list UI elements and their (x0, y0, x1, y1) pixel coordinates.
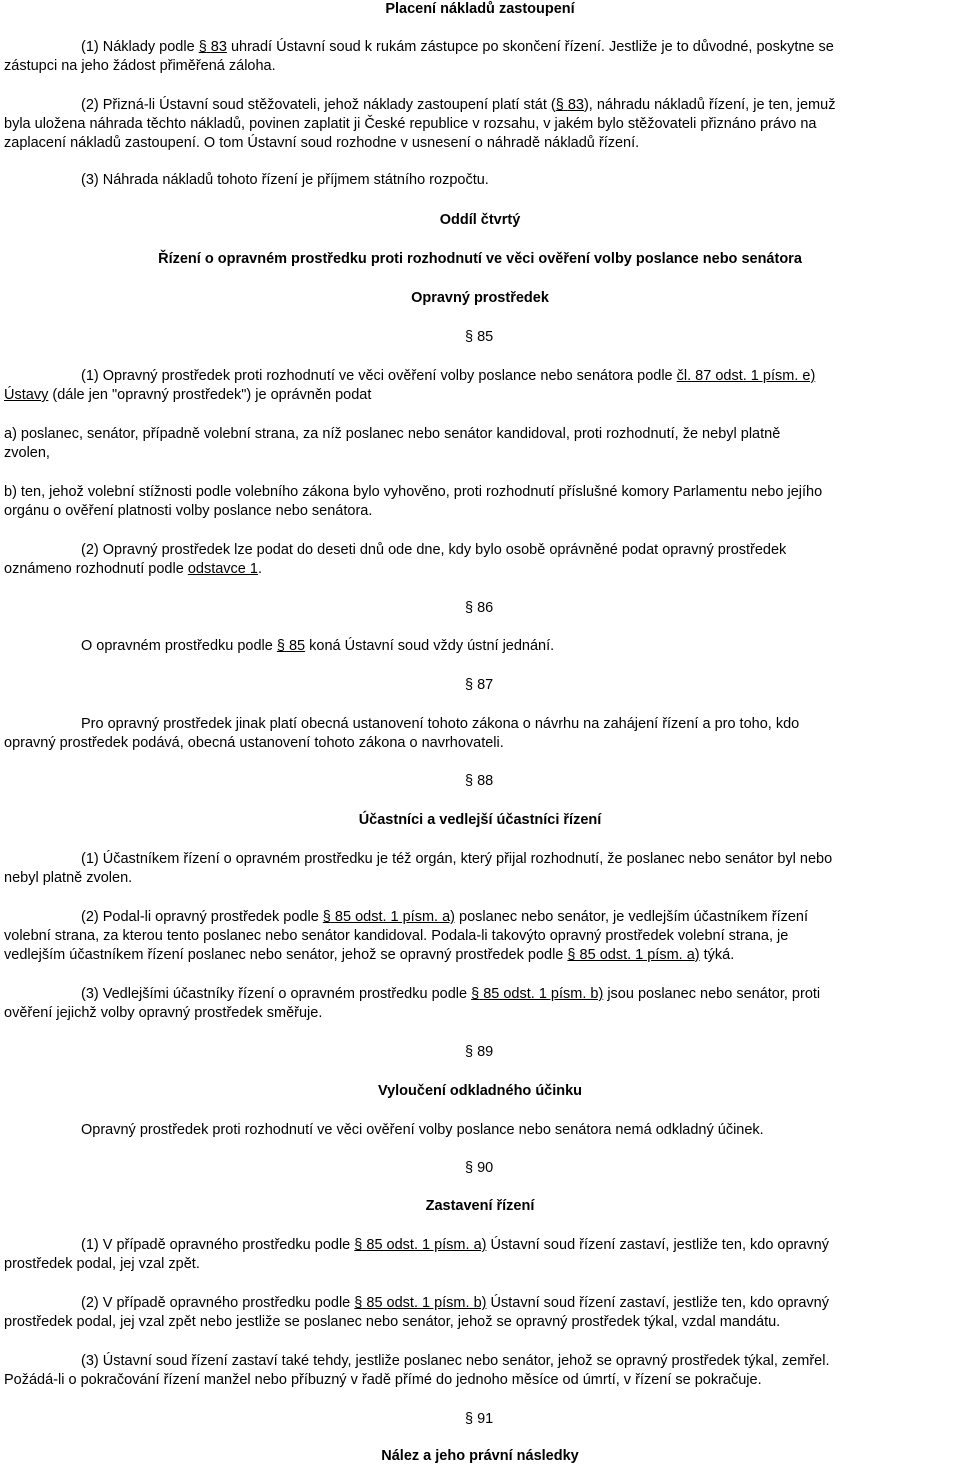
ref-85-1-a[interactable]: § 85 odst. 1 písm. a) (322, 909, 455, 925)
s85-a-line1: a) poslanec, senátor, případně volební strana, za níž poslanec nebo senátor kandidoval, proti rozhodnutí, že nebyl platně (4, 426, 781, 442)
s91-heading: Nález a jeho právní následky (381, 1448, 579, 1464)
ref-ustava-87[interactable]: čl. 87 odst. 1 písm. e) (676, 368, 816, 384)
s90-p2-line1: (2) V případě opravného prostředku podle § 85 odst. 1 písm. b) Ústavní soud řízení zastaví, jestliže ten, kdo opravný (81, 1295, 829, 1311)
ref-paragraph-85[interactable]: § 85 (276, 638, 306, 654)
section-85-number: § 85 (465, 329, 494, 345)
ref-paragraph-83[interactable]: § 83 (198, 39, 227, 55)
ref-85-1-a-2[interactable]: § 85 odst. 1 písm. a) (567, 947, 700, 963)
s88-p3-line2: ověření jejichž volby opravný prostředek směřuje. (4, 1005, 323, 1021)
placeni-p2-line1: (2) Přizná-li Ústavní soud stěžovateli, jehož náklady zastoupení platí stát (§ 83), náhradu nákladů řízení, je ten, jemuž (81, 97, 836, 113)
s88-p2-line3: vedlejším účastníkem řízení poslanec nebo senátor, jehož se opravný prostředek podle § 85 odst. 1 písm. a) týká. (4, 947, 735, 963)
s88-p1-line2: nebyl platně zvolen. (4, 870, 133, 886)
s85-a-line2: zvolen, (4, 445, 50, 461)
s88-heading: Účastníci a vedlejší účastníci řízení (358, 812, 602, 828)
s90-heading: Zastavení řízení (425, 1198, 535, 1214)
ref-paragraph-83b[interactable]: § 83 (555, 97, 584, 113)
s87-line1: Pro opravný prostředek jinak platí obecná ustanovení tohoto zákona o návrhu na zahájení řízení a pro toho, kdo (81, 716, 800, 732)
s88-p3-line1: (3) Vedlejšími účastníky řízení o opravném prostředku podle § 85 odst. 1 písm. b) jsou poslanec nebo senátor, proti (81, 986, 821, 1002)
section-91-number: § 91 (465, 1411, 494, 1427)
s85-p2-line2: oznámeno rozhodnutí podle odstavce 1. (4, 561, 262, 577)
s85-p1-line1: (1) Opravný prostředek proti rozhodnutí ve věci ověření volby poslance nebo senátora podle čl. 87 odst. 1 písm. e) (81, 368, 816, 384)
s90-p1-line1: (1) V případě opravného prostředku podle § 85 odst. 1 písm. a) Ústavní soud řízení zastaví, jestliže ten, kdo opravný (81, 1237, 829, 1253)
s89-p: Opravný prostředek proti rozhodnutí ve věci ověření volby poslance nebo senátora nemá odkladný účinek. (81, 1122, 764, 1138)
s85-b-line2: orgánu o ověření platnosti volby poslance nebo senátora. (4, 503, 373, 519)
section-88-number: § 88 (465, 773, 494, 789)
ref-85-1-b-2[interactable]: § 85 odst. 1 písm. b) (354, 1295, 487, 1311)
oddil-subtitle: Řízení o opravném prostředku proti rozhodnutí ve věci ověření volby poslance nebo senátora (158, 251, 802, 267)
heading-placeni: Placení nákladů zastoupení (385, 1, 575, 17)
s85-p2-line1: (2) Opravný prostředek lze podat do deseti dnů ode dne, kdy bylo osobě oprávněné podat opravný prostředek (81, 542, 787, 558)
section-87-number: § 87 (465, 677, 494, 693)
placeni-p1-line2: zástupci na jeho žádost přiměřená záloha. (4, 58, 276, 74)
s88-p1-line1: (1) Účastníkem řízení o opravném prostředku je též orgán, který přijal rozhodnutí, že poslanec nebo senátor byl nebo (81, 851, 833, 867)
s90-p2-line2: prostředek podal, jej vzal zpět nebo jestliže se poslanec nebo senátor, jehož se opravný prostředek týkal, vzdal mandátu. (4, 1314, 781, 1330)
oddil-heading: Opravný prostředek (411, 290, 549, 306)
s85-p1-line2: Ústavy (dále jen "opravný prostředek") je oprávněn podat (4, 387, 372, 403)
s90-p1-line2: prostředek podal, jej vzal zpět. (4, 1256, 200, 1272)
placeni-p3: (3) Náhrada nákladů tohoto řízení je příjmem státního rozpočtu. (81, 172, 489, 188)
placeni-p2-line2: byla uložena náhrada těchto nákladů, povinen zaplatit ji České republice v rozsahu, v jakém bylo stěžovateli přiznáno právo na (4, 116, 817, 132)
s87-line2: opravný prostředek podává, obecná ustanovení tohoto zákona o navrhovateli. (4, 735, 504, 751)
s90-p3-line2: Požádá-li o pokračování řízení manžel nebo příbuzný v řadě přímé do jednoho měsíce od úmrtí, v řízení se pokračuje. (4, 1372, 762, 1388)
placeni-p2-line3: zaplacení nákladů zastoupení. O tom Ústavní soud rozhodne v usnesení o náhradě nákladů řízení. (4, 135, 640, 151)
section-89-number: § 89 (465, 1044, 494, 1060)
section-86-number: § 86 (465, 600, 494, 616)
ref-ustava[interactable]: Ústavy (4, 387, 49, 403)
ref-85-1-a-3[interactable]: § 85 odst. 1 písm. a) (354, 1237, 487, 1253)
s85-b-line1: b) ten, jehož volební stížnosti podle volebního zákona bylo vyhověno, proti rozhodnutí příslušné komory Parlamentu nebo jejího (4, 484, 823, 500)
oddil-title: Oddíl čtvrtý (439, 212, 521, 228)
ref-85-1-b[interactable]: § 85 odst. 1 písm. b) (471, 986, 604, 1002)
placeni-p1-line1: (1) Náklady podle § 83 uhradí Ústavní soud k rukám zástupce po skončení řízení. Jestliže je to důvodné, poskytne se (81, 39, 834, 55)
section-90-number: § 90 (465, 1160, 494, 1176)
s88-p2-line1: (2) Podal-li opravný prostředek podle § 85 odst. 1 písm. a) poslanec nebo senátor, je vedlejším účastníkem řízení (81, 909, 809, 925)
s86-p: O opravném prostředku podle § 85 koná Ústavní soud vždy ústní jednání. (81, 638, 555, 654)
s89-heading: Vyloučení odkladného účinku (377, 1083, 583, 1099)
s88-p2-line2: volební strana, za kterou tento poslanec nebo senátor kandidoval. Podala-li takovýto opravný prostředek volební strana, je (4, 928, 789, 944)
s90-p3-line1: (3) Ústavní soud řízení zastaví také tehdy, jestliže poslanec nebo senátor, jehož se opravný prostředek týkal, zemřel. (81, 1353, 830, 1369)
ref-odstavce-1[interactable]: odstavce 1 (187, 561, 258, 577)
